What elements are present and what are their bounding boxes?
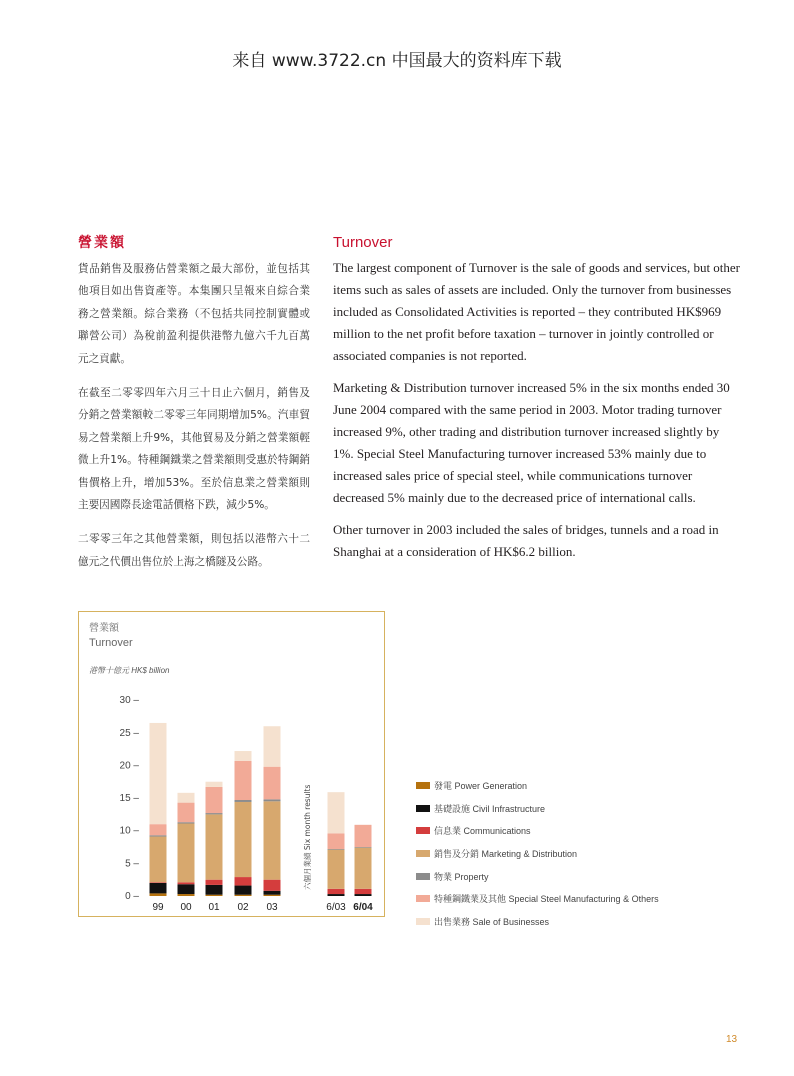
- y-tick-label: 20 –: [119, 760, 139, 772]
- bar-segment: [235, 877, 252, 885]
- bar-segment: [328, 889, 345, 894]
- y-tick-label: 15 –: [119, 793, 139, 805]
- zh-heading: 營業額: [78, 235, 126, 251]
- legend-swatch: [416, 782, 430, 789]
- legend-label: 出售業務 Sale of Businesses: [434, 916, 550, 927]
- x-tick-label: 00: [180, 902, 192, 913]
- chart-legend: [416, 774, 659, 933]
- y-tick-label: 0 –: [125, 891, 139, 902]
- bar-segment: [328, 849, 345, 850]
- legend-label: 銷售及分銷 Marketing & Distribution: [434, 848, 578, 859]
- bar-segment: [178, 882, 195, 884]
- en-paragraph: Other turnover in 2003 included the sales of bridges, tunnels and a road in Shanghai at a consideration of HK$6.2 billion.: [333, 522, 719, 559]
- en-paragraph: Marketing & Distribution turnover increased 5% in the six months ended 30 June 2004 compared with the same period in 2003. Motor trading turnover increased 9%, other trading and distribution turnover increased slightly by 1%. Special Steel Manufacturing turnover increased 53% mainly due to increased sales price of special steel, while communications turnover decreased 5% mainly due to the decreased price of international calls.: [333, 380, 730, 505]
- chart-title-en: Turnover: [89, 637, 133, 649]
- legend-swatch: [416, 918, 430, 925]
- legend-item: [416, 819, 659, 842]
- legend-swatch: [416, 827, 430, 834]
- legend-item: [416, 910, 659, 933]
- x-tick-label: 6/04: [353, 902, 373, 913]
- bar-segment: [206, 787, 223, 813]
- bar-segment: [328, 850, 345, 889]
- y-tick-label: 10 –: [119, 825, 139, 837]
- bar-segment: [355, 894, 372, 896]
- legend-label: 基礎設施 Civil Infrastructure: [434, 803, 546, 814]
- legend-swatch: [416, 873, 430, 880]
- legend-item: [416, 842, 659, 865]
- bar-segment: [178, 824, 195, 883]
- bar-segment: [355, 848, 372, 889]
- bar-segment: [355, 825, 372, 847]
- bar-segment: [206, 813, 223, 814]
- legend-item: [416, 774, 659, 797]
- bar-segment: [235, 800, 252, 802]
- chart-plot: [79, 612, 386, 918]
- bar-segment: [150, 824, 167, 835]
- bar-segment: [235, 761, 252, 800]
- legend-label: 發電 Power Generation: [434, 780, 528, 791]
- y-tick-label: 30 –: [119, 695, 139, 707]
- legend-item: [416, 797, 659, 820]
- english-column: [333, 234, 743, 573]
- x-tick-label: 02: [237, 902, 249, 913]
- bar-segment: [264, 767, 281, 800]
- bar-segment: [178, 822, 195, 823]
- y-tick-label: 25 –: [119, 727, 139, 739]
- bar-segment: [355, 889, 372, 894]
- bar-segment: [178, 793, 195, 803]
- zh-paragraph: 在截至二零零四年六月三十日止六個月，銷售及分銷之營業額較二零零三年同期增加5%。汽車貿易之營業額上升9%，其他貿易及分銷之營業額輕微上升1%。特種鋼鐵業之營業額則受惠於特鋼銷售價格上升，增加53%。至於信息業之營業額則主要因國際長途電話價格下跌，減少5%。: [78, 387, 310, 512]
- page-number: 13: [726, 1034, 738, 1045]
- bar-segment: [150, 882, 167, 883]
- bar-segment: [264, 880, 281, 891]
- bar-segment: [264, 891, 281, 895]
- legend-item: [416, 887, 659, 910]
- bar-segment: [235, 751, 252, 761]
- legend-label: 特種鋼鐵業及其他 Special Steel Manufacturing & Others: [434, 894, 659, 905]
- bar-segment: [150, 883, 167, 893]
- en-heading: Turnover: [333, 234, 393, 251]
- bar-segment: [206, 880, 223, 885]
- bar-segment: [264, 895, 281, 896]
- en-paragraph: The largest component of Turnover is the sale of goods and services, but other items such as sales of assets are included. Only the turnover from businesses included as Consolidated Activities is reported – they contributed HK$969 million to the net profit before taxation – turnover in jointly controlled or associated companies is not reported.: [333, 260, 741, 363]
- turnover-chart: [78, 611, 385, 917]
- bar-segment: [264, 726, 281, 766]
- bar-segment: [206, 782, 223, 787]
- bar-segment: [206, 814, 223, 879]
- bar-segment: [264, 799, 281, 801]
- x-tick-label: 99: [152, 902, 164, 913]
- zh-paragraph: 二零零三年之其他營業額，則包括以港幣六十二億元之代價出售位於上海之橋隧及公路。: [78, 533, 310, 568]
- bar-segment: [264, 801, 281, 879]
- bar-segment: [235, 895, 252, 896]
- bar-segment: [235, 886, 252, 895]
- legend-label: 信息業 Communications: [434, 826, 531, 837]
- chart-unit-label: 港幣十億元 HK$ billion: [89, 666, 170, 675]
- bar-segment: [328, 894, 345, 896]
- x-tick-label: 6/03: [326, 902, 346, 913]
- bar-segment: [328, 833, 345, 849]
- x-tick-label: 01: [208, 902, 220, 913]
- chart-title-zh: 營業額: [89, 623, 119, 634]
- chinese-column: [78, 232, 310, 585]
- bar-segment: [206, 885, 223, 895]
- section-label: 六個月業績 Six month results: [303, 784, 312, 890]
- source-header: 来自 www.3722.cn 中国最大的资料库下载: [232, 51, 562, 71]
- legend-label: 物業 Property: [434, 871, 489, 882]
- zh-paragraph: 貨品銷售及服務佔營業額之最大部份，並包括其他項目如出售資產等。本集團只呈報來自綜合業務之營業額。綜合業務（不包括共同控制實體或聯營公司）為稅前盈利提供港幣九億六千九百萬元之貢獻。: [78, 263, 310, 365]
- bar-segment: [150, 723, 167, 824]
- bar-segment: [355, 847, 372, 848]
- bar-segment: [150, 893, 167, 896]
- bar-segment: [235, 802, 252, 877]
- legend-swatch: [416, 850, 430, 857]
- bar-segment: [206, 895, 223, 896]
- legend-item: [416, 865, 659, 888]
- bar-segment: [150, 835, 167, 836]
- bar-segment: [150, 837, 167, 883]
- legend-swatch: [416, 805, 430, 812]
- y-tick-label: 5 –: [125, 858, 139, 870]
- legend-swatch: [416, 895, 430, 902]
- bar-segment: [328, 792, 345, 833]
- bar-segment: [178, 803, 195, 823]
- bar-segment: [178, 884, 195, 894]
- bar-segment: [178, 894, 195, 896]
- x-tick-label: 03: [266, 902, 278, 913]
